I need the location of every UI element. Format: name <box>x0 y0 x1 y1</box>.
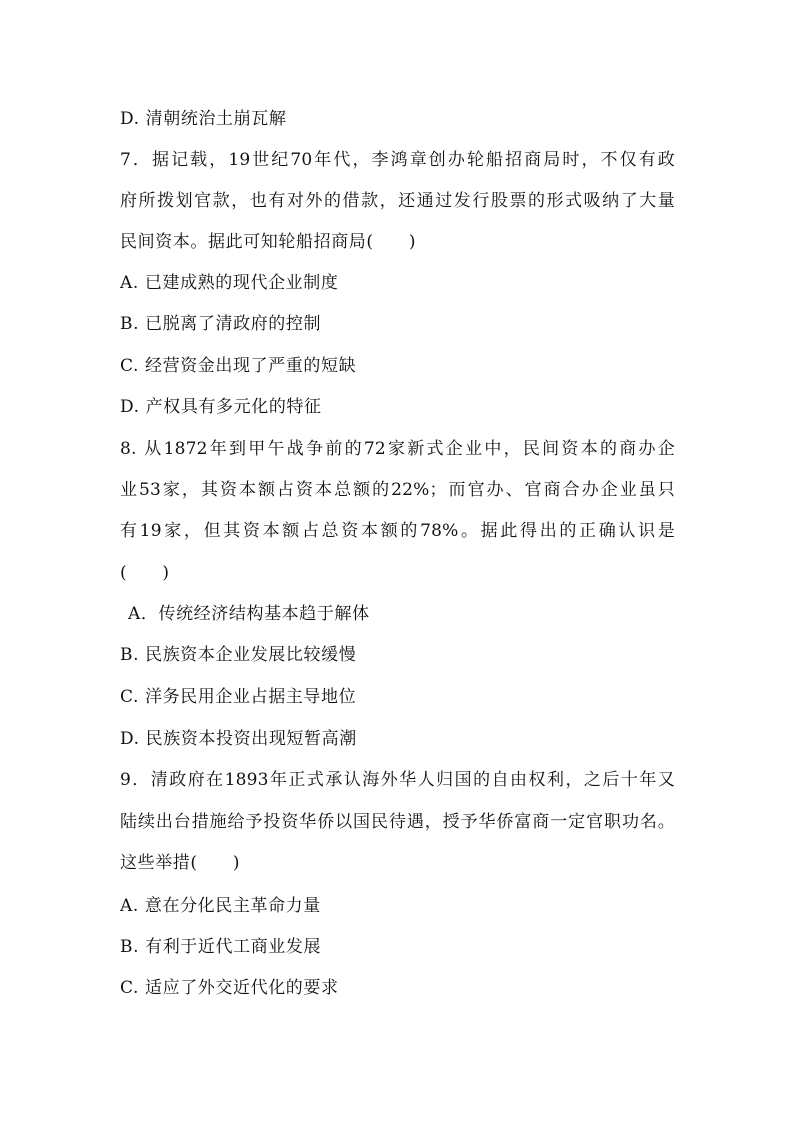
q9-option-c: C. 适应了外交近代化的要求 <box>120 978 339 998</box>
q9-stem-line-1: 9．清政府在1893年正式承认海外华人归国的自由权利，之后十年又 <box>120 770 675 790</box>
q8-stem-line-3: 有19家，但其资本额占总资本额的78%。据此得出的正确认识是 <box>120 521 675 541</box>
q9-stem-line-2: 陆续出台措施给予投资华侨以国民待遇，授予华侨富商一定官职功名。 <box>120 812 675 832</box>
q8-stem-line-1: 8. 从1872年到甲午战争前的72家新式企业中，民间资本的商办企 <box>120 439 675 459</box>
q6-option-d: D. 清朝统治土崩瓦解 <box>120 109 287 129</box>
q8-option-d: D. 民族资本投资出现短暂高潮 <box>120 729 357 749</box>
q7-stem-line-2: 府所拨划官款，也有对外的借款，还通过发行股票的形式吸纳了大量 <box>120 191 675 211</box>
q9-option-b: B. 有利于近代工商业发展 <box>120 937 322 957</box>
q7-stem-line-1: 7．据记载，19世纪70年代，李鸿章创办轮船招商局时，不仅有政 <box>120 150 675 170</box>
q8-stem-line-4: ( ) <box>120 563 170 583</box>
q8-option-b: B. 民族资本企业发展比较缓慢 <box>120 645 357 665</box>
q8-stem-line-2: 业53家，其资本额占资本总额的22%；而官办、官商合办企业虽只 <box>120 480 675 500</box>
q8-option-a: A．传统经济结构基本趋于解体 <box>128 604 370 624</box>
q9-option-a: A. 意在分化民主革命力量 <box>120 896 321 916</box>
q7-option-c: C. 经营资金出现了严重的短缺 <box>120 356 357 376</box>
q7-option-b: B. 已脱离了清政府的控制 <box>120 314 322 334</box>
q7-option-d: D. 产权具有多元化的特征 <box>120 397 322 417</box>
q9-stem-line-3: 这些举措( ) <box>120 853 241 873</box>
q7-stem-line-3: 民间资本。据此可知轮船招商局( ) <box>120 232 417 252</box>
q8-option-c: C. 洋务民用企业占据主导地位 <box>120 687 357 707</box>
q7-option-a: A. 已建成熟的现代企业制度 <box>120 273 339 293</box>
